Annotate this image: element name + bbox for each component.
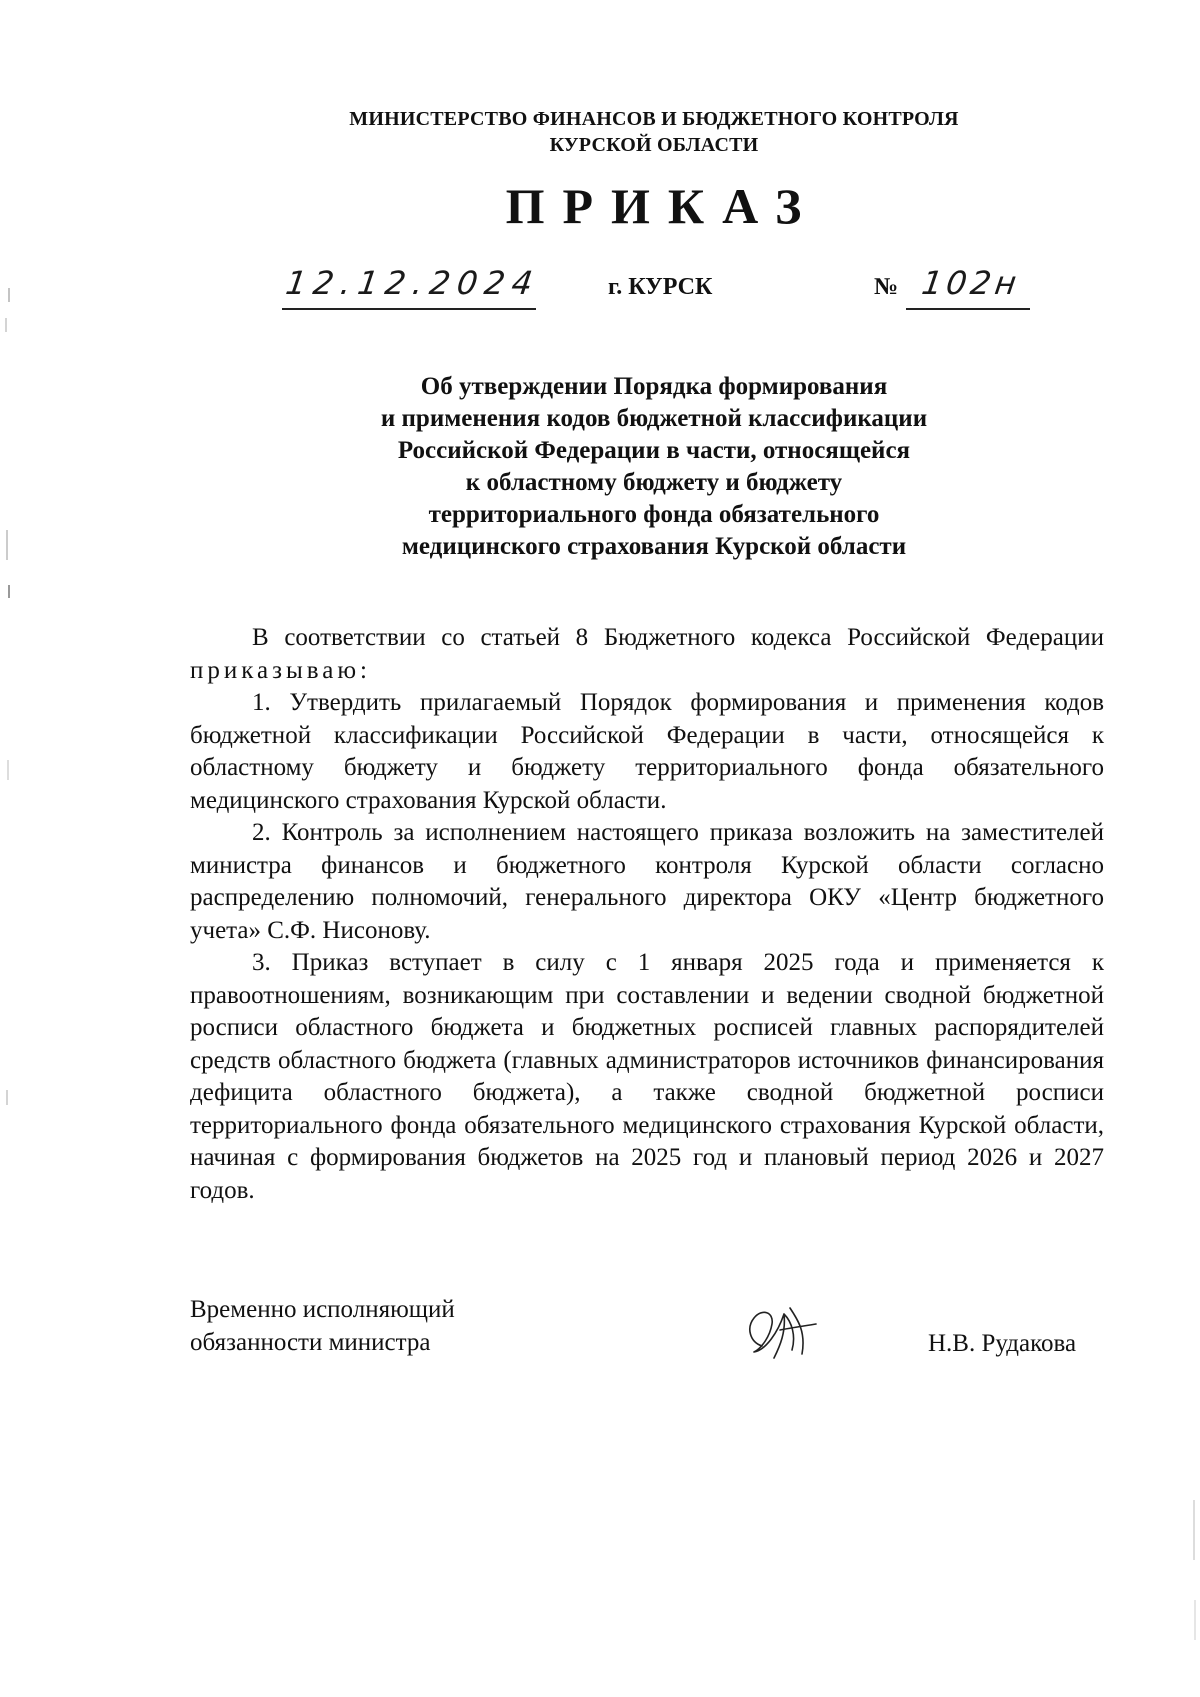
number-field bbox=[906, 264, 1030, 310]
ministry-header bbox=[0, 106, 1200, 158]
intro-colon: : bbox=[360, 656, 367, 684]
intro-paragraph bbox=[190, 622, 1104, 687]
title-line: медицинского страхования Курской области bbox=[401, 533, 907, 560]
ministry-name-line2: КУРСКОЙ ОБЛАСТИ bbox=[549, 134, 759, 156]
title-line: и применения кодов бюджетной классификации bbox=[380, 405, 928, 432]
signatory-role bbox=[190, 1293, 455, 1359]
order-item-3: 3. Приказ вступает в силу с 1 января 2025 года и применяется к правоотношениям, возникающим при составлении и ведении сводной бюджетной росписи областного бюджета и бюджетных росписей главных распорядителей средств областного бюджета (главных администраторов источников финансирования дефицита областного бюджета), а также сводной бюджетной росписи территориального фонда обязательного медицинского страхования Курской области, начиная с формирования бюджетов на 2025 год и плановый период 2026 и 2027 годов. bbox=[190, 949, 1104, 1204]
title-line: к областному бюджету и бюджету bbox=[465, 469, 843, 496]
signatory-role-line1: Временно исполняющий bbox=[190, 1296, 455, 1323]
document-meta-row bbox=[0, 264, 1200, 318]
order-item-1: 1. Утвердить прилагаемый Порядок формирования и применения кодов бюджетной классификации Российской Федерации в части, относящейся к областному бюджету и бюджету территориального фонда обязательного медицинского страхования Курской области. bbox=[190, 689, 1104, 814]
order-keyword: приказываю bbox=[190, 656, 361, 684]
signatory-role-line2: обязанности министра bbox=[190, 1329, 431, 1356]
intro-text: В соответствии со статьей 8 Бюджетного кодекса Российской Федерации bbox=[252, 624, 1104, 651]
title-line: Российской Федерации в части, относящейся bbox=[397, 437, 911, 464]
date-field bbox=[282, 264, 542, 310]
ministry-name-line1: МИНИСТЕРСТВО ФИНАНСОВ И БЮДЖЕТНОГО КОНТРОЛЯ bbox=[349, 108, 959, 130]
handwritten-number: 102н bbox=[919, 264, 1023, 302]
handwritten-date: 12.12.2024 bbox=[283, 264, 542, 302]
order-item-2: 2. Контроль за исполнением настоящего приказа возложить на заместителей министра финансов и бюджетного контроля Курской области согласно распределению полномочий, генерального директора ОКУ «Центр бюджетного учета» С.Ф. Нисонову. bbox=[190, 819, 1104, 944]
document-title bbox=[0, 371, 1200, 563]
document-type-heading: ПРИКАЗ bbox=[505, 178, 820, 234]
handwritten-signature bbox=[740, 1302, 826, 1364]
title-line: Об утверждении Порядка формирования bbox=[420, 373, 888, 400]
city-label: г. КУРСК bbox=[608, 274, 713, 300]
document-body bbox=[190, 622, 1104, 1207]
title-line: территориального фонда обязательного bbox=[428, 501, 880, 528]
signatory-name: Н.В. Рудакова bbox=[928, 1330, 1077, 1357]
number-label: № bbox=[874, 274, 899, 300]
